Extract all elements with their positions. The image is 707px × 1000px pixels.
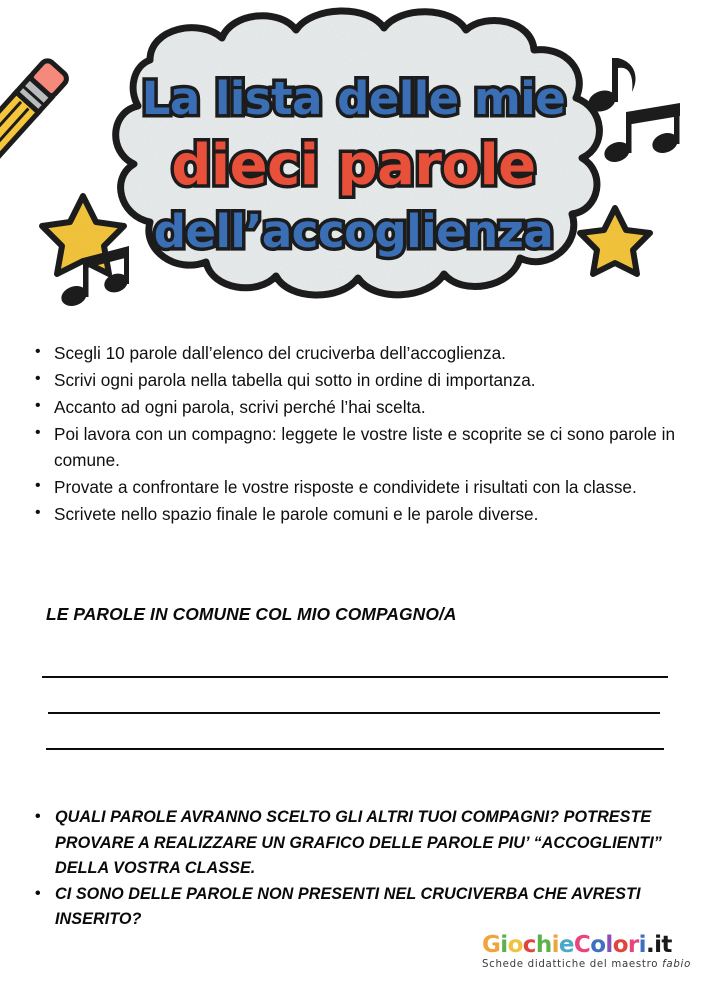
logo-letter: C	[573, 932, 591, 958]
questions-ul	[29, 805, 679, 933]
logo-letter: i	[654, 932, 662, 958]
list-item: • Scrivete nello spazio finale le parole comuni e le parole diverse.	[29, 501, 689, 527]
cloud-bubble-shape	[116, 11, 600, 295]
logo-tagline-author: fabio	[662, 959, 691, 970]
list-item: • Provate a confrontare le vostre risposte e condividete i risultati con la classe.	[29, 474, 689, 500]
header-illustration	[0, 0, 707, 330]
answer-line-2[interactable]	[48, 712, 660, 714]
list-item: • QUALI PAROLE AVRANNO SCELTO GLI ALTRI TUOI COMPAGNI? POTRESTE PROVARE A REALIZZARE UN GRAFICO DELLE PAROLE PIU’ “ACCOGLIENTI” DELLA VOSTRA CLASSE.	[29, 805, 679, 882]
logo-letter: o	[612, 932, 628, 958]
instructions-ul	[29, 340, 689, 527]
star-icon-right	[580, 208, 650, 274]
logo-letter: o	[590, 932, 606, 958]
list-item: • CI SONO DELLE PAROLE NON PRESENTI NEL CRUCIVERBA CHE AVRESTI INSERITO?	[29, 882, 679, 933]
title-line-3-text: dell’accoglienza	[153, 205, 554, 258]
logo-letter: G	[482, 932, 501, 958]
list-item: • Scegli 10 parole dall’elenco del cruciverba dell’accoglienza.	[29, 340, 689, 366]
logo-letter: e	[558, 932, 574, 958]
answer-line-1[interactable]	[42, 676, 668, 678]
logo-letter: i	[551, 932, 559, 958]
site-logo	[482, 932, 691, 970]
header-banner	[0, 0, 707, 330]
logo-letter: i	[500, 932, 508, 958]
logo-letter: r	[627, 932, 639, 958]
logo-letter: t	[661, 932, 672, 958]
logo-tagline-prefix: Schede didattiche del maestro	[482, 959, 663, 970]
pencil-icon	[0, 58, 69, 243]
music-note-icon-top-right	[585, 58, 635, 115]
logo-letter: i	[638, 932, 646, 958]
title-line-1-text: La lista delle mie	[141, 72, 566, 125]
instructions-list	[29, 340, 689, 528]
logo-letter: o	[507, 932, 523, 958]
music-note-icon-right	[602, 103, 681, 165]
logo-letter: l	[605, 932, 613, 958]
list-item: • Poi lavora con un compagno: leggete le vostre liste e scoprite se ci sono parole in comune.	[29, 421, 689, 474]
logo-wordmark	[482, 932, 672, 958]
title-line-2-text: dieci parole	[171, 133, 536, 198]
logo-letter: .	[645, 932, 655, 958]
list-item: • Accanto ad ogni parola, scrivi perché l’hai scelta.	[29, 394, 689, 420]
answer-line-3[interactable]	[46, 748, 664, 750]
logo-letter: c	[522, 932, 536, 958]
section-heading: LE PAROLE IN COMUNE COL MIO COMPAGNO/A	[46, 604, 457, 624]
questions-list	[29, 805, 679, 933]
logo-letter: h	[535, 932, 552, 958]
list-item: • Scrivi ogni parola nella tabella qui sotto in ordine di importanza.	[29, 367, 689, 393]
logo-tagline	[482, 959, 691, 970]
